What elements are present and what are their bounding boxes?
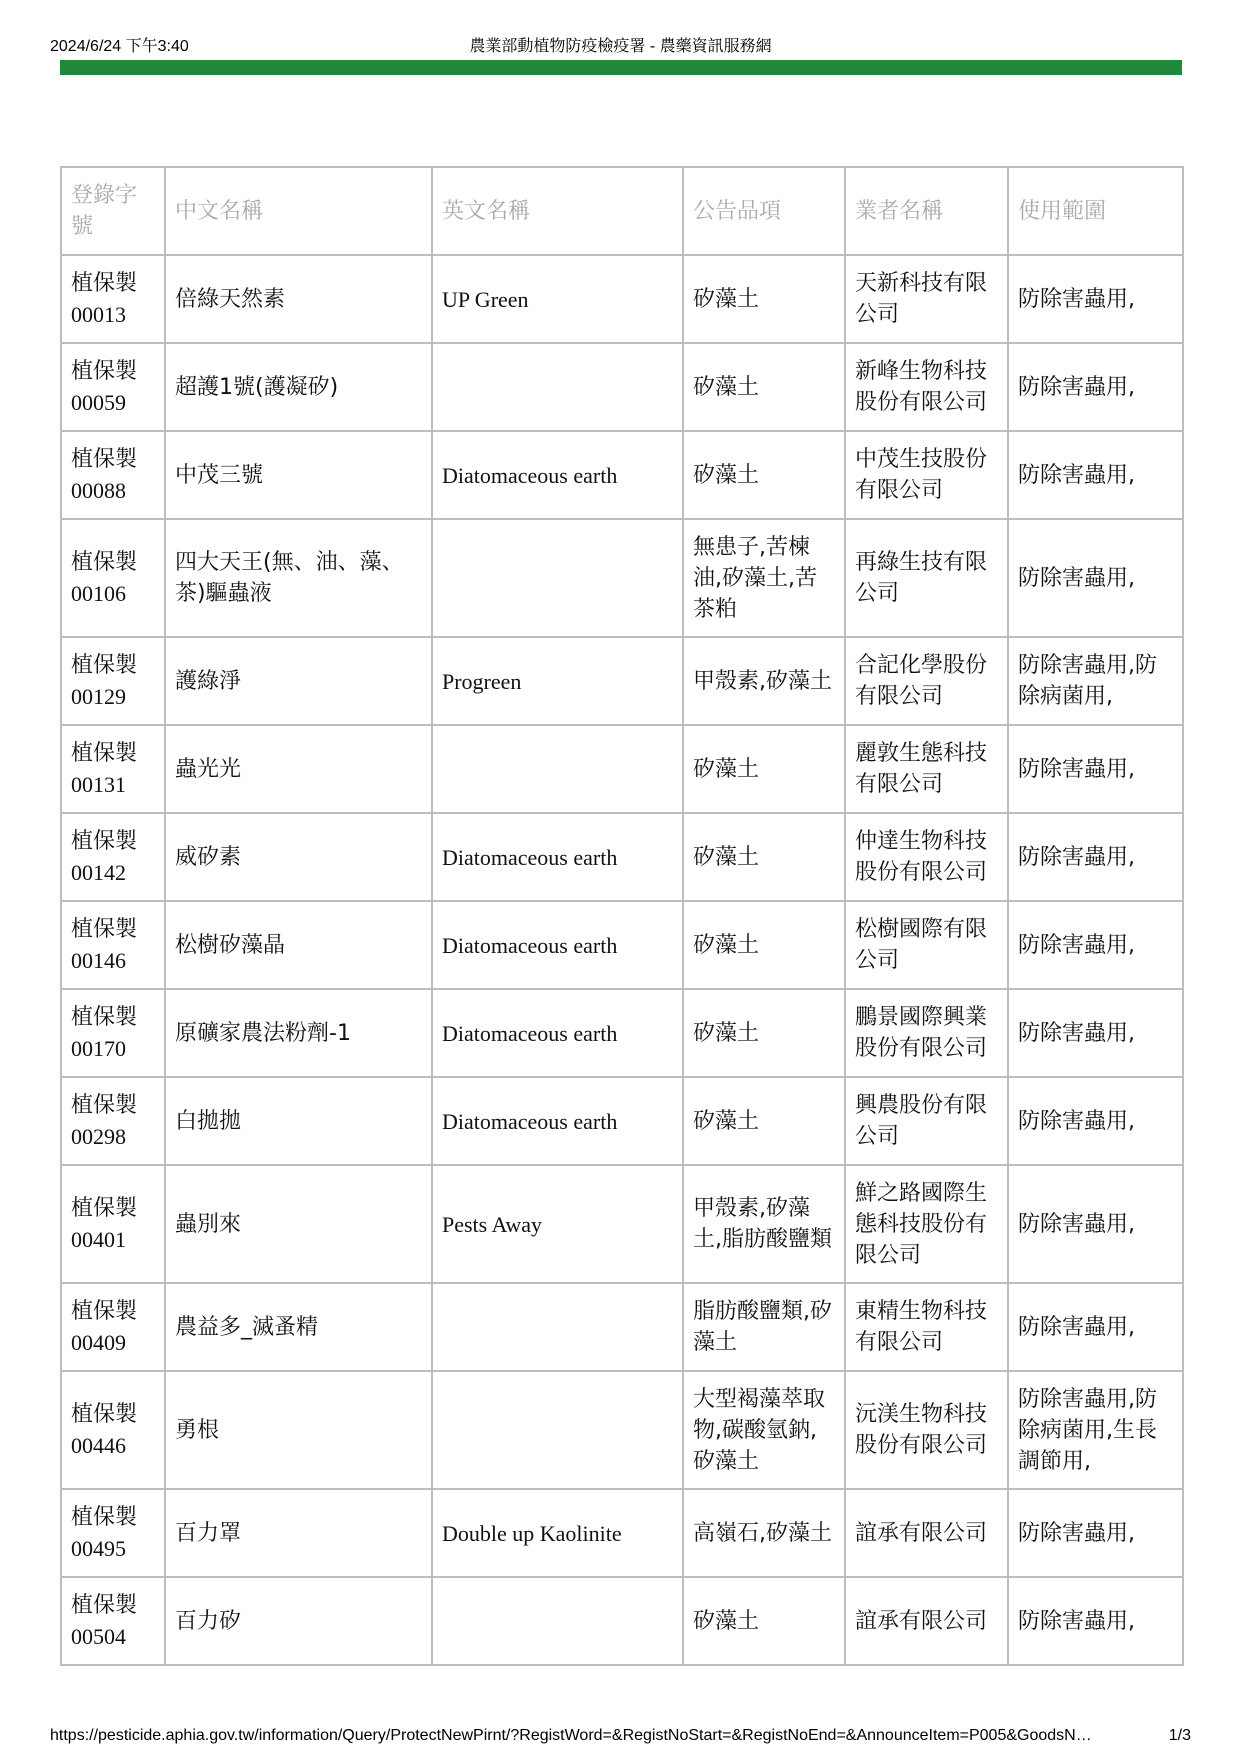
- cell-company: 合記化學股份有限公司: [845, 637, 1008, 725]
- cell-chinese-name: 四大天王(無、油、藻、茶)驅蟲液: [165, 519, 432, 637]
- cell-company: 新峰生物科技股份有限公司: [845, 343, 1008, 431]
- cell-announced-item: 脂肪酸鹽類,矽藻土: [683, 1283, 845, 1371]
- cell-reg-no: [61, 637, 165, 725]
- cell-english-name: [432, 519, 683, 637]
- cell-scope: 防除害蟲用,: [1008, 901, 1183, 989]
- reg-number: 00298: [71, 1123, 126, 1149]
- cell-company: 中茂生技股份有限公司: [845, 431, 1008, 519]
- reg-number: 00059: [71, 389, 126, 415]
- cell-chinese-name: 超護1號(護凝矽): [165, 343, 432, 431]
- cell-reg-no: [61, 1165, 165, 1283]
- cell-reg-no: [61, 1283, 165, 1371]
- cell-scope: 防除害蟲用,防除病菌用,: [1008, 637, 1183, 725]
- reg-prefix: 植保製: [71, 270, 138, 296]
- cell-english-name: Diatomaceous earth: [432, 989, 683, 1077]
- pesticide-table: [60, 166, 1184, 1666]
- cell-chinese-name: 倍綠天然素: [165, 255, 432, 343]
- cell-announced-item: 甲殼素,矽藻土,脂肪酸鹽類: [683, 1165, 845, 1283]
- reg-number: 00013: [71, 301, 126, 327]
- print-datetime: 2024/6/24 下午3:40: [50, 38, 189, 55]
- cell-company: 再綠生技有限公司: [845, 519, 1008, 637]
- cell-english-name: [432, 725, 683, 813]
- table-row: [61, 989, 1183, 1077]
- reg-number: 00129: [71, 683, 126, 709]
- reg-number: 00446: [71, 1432, 126, 1458]
- cell-company: 鮮之路國際生態科技股份有限公司: [845, 1165, 1008, 1283]
- cell-reg-no: [61, 1577, 165, 1665]
- cell-chinese-name: 蟲別來: [165, 1165, 432, 1283]
- cell-english-name: [432, 343, 683, 431]
- cell-scope: 防除害蟲用,: [1008, 725, 1183, 813]
- footer-page-number: 1/3: [1168, 1727, 1191, 1744]
- cell-english-name: [432, 1371, 683, 1489]
- reg-prefix: 植保製: [71, 549, 138, 575]
- cell-reg-no: [61, 1077, 165, 1165]
- table-row: [61, 519, 1183, 637]
- cell-english-name: Diatomaceous earth: [432, 431, 683, 519]
- table-row: [61, 813, 1183, 901]
- cell-reg-no: [61, 1489, 165, 1577]
- cell-reg-no: [61, 1371, 165, 1489]
- cell-announced-item: 矽藻土: [683, 813, 845, 901]
- reg-prefix: 植保製: [71, 1195, 138, 1221]
- table-row: [61, 1577, 1183, 1665]
- reg-number: 00142: [71, 859, 126, 885]
- cell-chinese-name: 松樹矽藻晶: [165, 901, 432, 989]
- cell-reg-no: [61, 519, 165, 637]
- reg-prefix: 植保製: [71, 652, 138, 678]
- cell-company: 興農股份有限公司: [845, 1077, 1008, 1165]
- reg-number: 00495: [71, 1535, 126, 1561]
- column-header-scope[interactable]: 使用範圍: [1008, 167, 1183, 255]
- cell-english-name: Diatomaceous earth: [432, 901, 683, 989]
- table-body: [61, 255, 1183, 1665]
- cell-scope: 防除害蟲用,: [1008, 255, 1183, 343]
- cell-scope: 防除害蟲用,防除病菌用,生長調節用,: [1008, 1371, 1183, 1489]
- cell-english-name: UP Green: [432, 255, 683, 343]
- table-row: [61, 255, 1183, 343]
- header-accent-bar: [60, 60, 1182, 75]
- cell-english-name: Diatomaceous earth: [432, 813, 683, 901]
- table-row: [61, 901, 1183, 989]
- cell-announced-item: 矽藻土: [683, 1577, 845, 1665]
- page-title: 農業部動植物防疫檢疫署 - 農藥資訊服務網: [469, 38, 772, 55]
- reg-number: 00170: [71, 1035, 126, 1061]
- cell-scope: 防除害蟲用,: [1008, 431, 1183, 519]
- reg-number: 00504: [71, 1623, 126, 1649]
- cell-scope: 防除害蟲用,: [1008, 1489, 1183, 1577]
- reg-prefix: 植保製: [71, 740, 138, 766]
- cell-scope: 防除害蟲用,: [1008, 813, 1183, 901]
- reg-number: 00409: [71, 1329, 126, 1355]
- table-row: [61, 431, 1183, 519]
- column-header-chinese-name[interactable]: 中文名稱: [165, 167, 432, 255]
- cell-company: 麗敦生態科技有限公司: [845, 725, 1008, 813]
- cell-announced-item: 高嶺石,矽藻土: [683, 1489, 845, 1577]
- reg-prefix: 植保製: [71, 1298, 138, 1324]
- reg-number: 00146: [71, 947, 126, 973]
- reg-prefix: 植保製: [71, 1092, 138, 1118]
- cell-company: 誼承有限公司: [845, 1577, 1008, 1665]
- cell-scope: 防除害蟲用,: [1008, 1283, 1183, 1371]
- cell-company: 鵬景國際興業股份有限公司: [845, 989, 1008, 1077]
- reg-number: 00401: [71, 1226, 126, 1252]
- cell-company: 仲達生物科技股份有限公司: [845, 813, 1008, 901]
- cell-announced-item: 矽藻土: [683, 343, 845, 431]
- cell-company: 松樹國際有限公司: [845, 901, 1008, 989]
- table-row: [61, 637, 1183, 725]
- reg-prefix: 植保製: [71, 916, 138, 942]
- cell-company: 誼承有限公司: [845, 1489, 1008, 1577]
- cell-english-name: Diatomaceous earth: [432, 1077, 683, 1165]
- reg-prefix: 植保製: [71, 358, 138, 384]
- reg-number: 00088: [71, 477, 126, 503]
- pesticide-table-container: [60, 166, 1182, 1666]
- column-header-company[interactable]: 業者名稱: [845, 167, 1008, 255]
- cell-announced-item: 矽藻土: [683, 989, 845, 1077]
- cell-chinese-name: 勇根: [165, 1371, 432, 1489]
- cell-english-name: Double up Kaolinite: [432, 1489, 683, 1577]
- cell-english-name: [432, 1283, 683, 1371]
- cell-english-name: Progreen: [432, 637, 683, 725]
- cell-reg-no: [61, 725, 165, 813]
- cell-reg-no: [61, 989, 165, 1077]
- cell-scope: 防除害蟲用,: [1008, 343, 1183, 431]
- cell-chinese-name: 護綠淨: [165, 637, 432, 725]
- cell-announced-item: 矽藻土: [683, 1077, 845, 1165]
- cell-chinese-name: 中茂三號: [165, 431, 432, 519]
- cell-announced-item: 甲殼素,矽藻土: [683, 637, 845, 725]
- cell-reg-no: [61, 431, 165, 519]
- cell-chinese-name: 威矽素: [165, 813, 432, 901]
- reg-prefix: 植保製: [71, 1592, 138, 1618]
- cell-announced-item: 矽藻土: [683, 901, 845, 989]
- cell-english-name: [432, 1577, 683, 1665]
- reg-prefix: 植保製: [71, 1004, 138, 1030]
- cell-announced-item: 矽藻土: [683, 725, 845, 813]
- table-header-row: [61, 167, 1183, 255]
- table-row: [61, 1283, 1183, 1371]
- cell-chinese-name: 原礦家農法粉劑-1: [165, 989, 432, 1077]
- table-row: [61, 343, 1183, 431]
- column-header-reg-no[interactable]: 登錄字號: [61, 167, 165, 255]
- table-row: [61, 1165, 1183, 1283]
- cell-english-name: Pests Away: [432, 1165, 683, 1283]
- cell-chinese-name: 百力矽: [165, 1577, 432, 1665]
- cell-chinese-name: 農益多_滅蚤精: [165, 1283, 432, 1371]
- cell-chinese-name: 白拋拋: [165, 1077, 432, 1165]
- cell-chinese-name: 百力罩: [165, 1489, 432, 1577]
- reg-number: 00106: [71, 580, 126, 606]
- cell-reg-no: [61, 255, 165, 343]
- reg-number: 00131: [71, 771, 126, 797]
- cell-announced-item: 矽藻土: [683, 255, 845, 343]
- reg-prefix: 植保製: [71, 828, 138, 854]
- reg-prefix: 植保製: [71, 1504, 138, 1530]
- cell-announced-item: 大型褐藻萃取物,碳酸氫鈉,矽藻土: [683, 1371, 845, 1489]
- cell-chinese-name: 蟲光光: [165, 725, 432, 813]
- cell-company: 東精生物科技有限公司: [845, 1283, 1008, 1371]
- table-row: [61, 1489, 1183, 1577]
- table-row: [61, 725, 1183, 813]
- table-row: [61, 1371, 1183, 1489]
- cell-scope: 防除害蟲用,: [1008, 1165, 1183, 1283]
- reg-prefix: 植保製: [71, 446, 138, 472]
- cell-reg-no: [61, 813, 165, 901]
- cell-reg-no: [61, 901, 165, 989]
- table-row: [61, 1077, 1183, 1165]
- cell-scope: 防除害蟲用,: [1008, 1077, 1183, 1165]
- footer-url: https://pesticide.aphia.gov.tw/information/Query/ProtectNewPirnt/?RegistWord=&RegistNoStart=&RegistNoEnd=&AnnounceItem=P005&GoodsN…: [50, 1727, 1092, 1744]
- column-header-english-name[interactable]: 英文名稱: [432, 167, 683, 255]
- reg-prefix: 植保製: [71, 1401, 138, 1427]
- cell-scope: 防除害蟲用,: [1008, 1577, 1183, 1665]
- cell-scope: 防除害蟲用,: [1008, 519, 1183, 637]
- cell-scope: 防除害蟲用,: [1008, 989, 1183, 1077]
- cell-announced-item: 矽藻土: [683, 431, 845, 519]
- cell-company: 天新科技有限公司: [845, 255, 1008, 343]
- column-header-announced-item[interactable]: 公告品項: [683, 167, 845, 255]
- cell-reg-no: [61, 343, 165, 431]
- cell-announced-item: 無患子,苦楝油,矽藻土,苦茶粕: [683, 519, 845, 637]
- cell-company: 沅渼生物科技股份有限公司: [845, 1371, 1008, 1489]
